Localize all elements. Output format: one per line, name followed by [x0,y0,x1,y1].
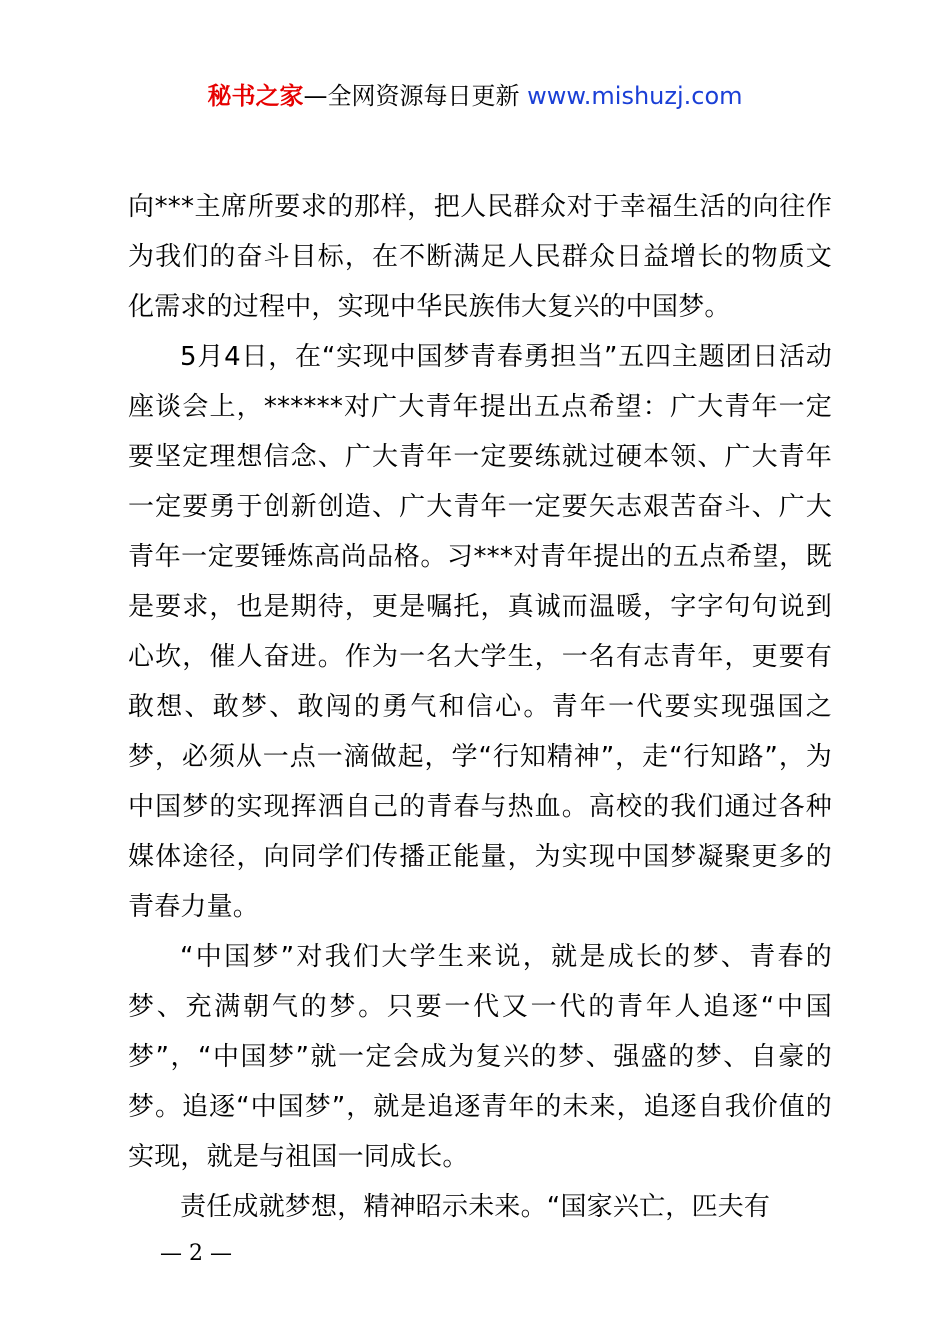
paragraph: 5月4日，在“实现中国梦青春勇担当”五四主题团日活动座谈会上，******对广大青年提出五点希望：广大青年一定要坚定理想信念、广大青年一定要练就过硬本领、广大青年一定要勇于创新创造、广大青年一定要矢志艰苦奋斗、广大青年一定要锤炼高尚品格。习***对青年提出的五点希望，既是要求，也是期待，更是嘱托，真诚而温暖，字字句句说到心坎，催人奋进。作为一名大学生，一名有志青年，更要有敢想、敢梦、敢闯的勇气和信心。青年一代要实现强国之梦，必须从一点一滴做起，学“行知精神”，走“行知路”，为中国梦的实现挥洒自己的青春与热血。高校的我们通过各种媒体途径，向同学们传播正能量，为实现中国梦凝聚更多的青春力量。 [128,342,832,922]
header-tagline: —全网资源每日更新 [303,82,528,110]
brand-name: 秘书之家 [207,82,304,110]
page-header [0,80,950,112]
page-number: — 2 — [160,1241,232,1266]
paragraph: 责任成就梦想，精神昭示未来。“国家兴亡，匹夫有 [180,1192,771,1222]
document-body [128,182,832,1232]
paragraph-continued: 向***主席所要求的那样，把人民群众对于幸福生活的向往作为我们的奋斗目标，在不断满足人民群众日益增长的物质文化需求的过程中，实现中华民族伟大复兴的中国梦。 [128,192,832,322]
paragraph: “中国梦”对我们大学生来说，就是成长的梦、青春的梦、充满朝气的梦。只要一代又一代的青年人追逐“中国梦”，“中国梦”就一定会成为复兴的梦、强盛的梦、自豪的梦。追逐“中国梦”，就是追逐青年的未来，追逐自我价值的实现，就是与祖国一同成长。 [128,942,832,1172]
site-url-link[interactable]: www.mishuzj.com [527,82,743,110]
